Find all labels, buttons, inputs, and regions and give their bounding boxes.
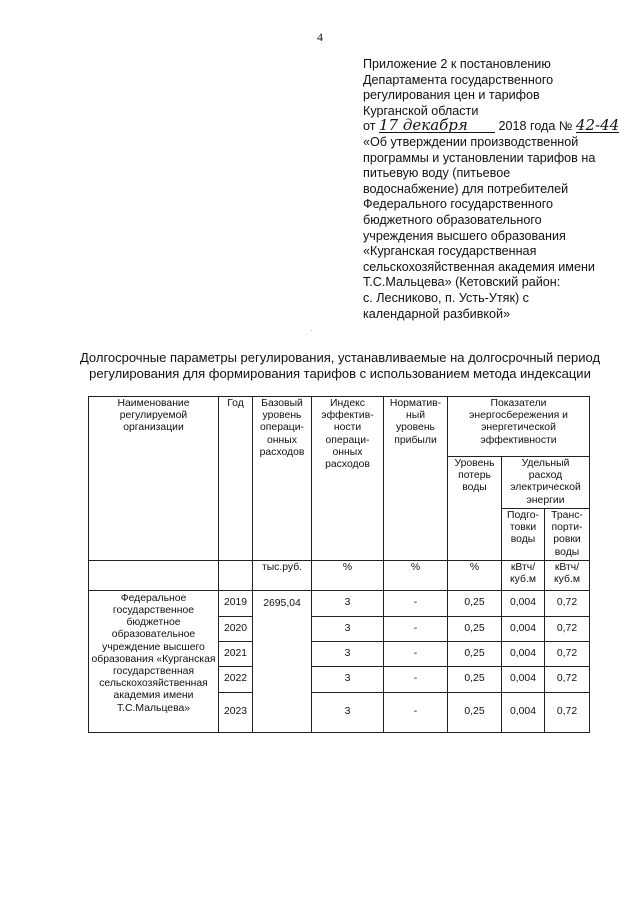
annex-line: Курганской области bbox=[363, 103, 479, 118]
profit-cell: - bbox=[384, 692, 448, 732]
unit-transport: кВтч/ куб.м bbox=[545, 560, 590, 590]
prep-cell: 0,004 bbox=[502, 692, 545, 732]
header-energy: Показатели энергосбережения и энергетической эффективности bbox=[448, 397, 590, 457]
unit-year bbox=[219, 560, 253, 590]
loss-cell: 0,25 bbox=[448, 666, 502, 692]
annex-line: бюджетного образовательного bbox=[363, 212, 542, 227]
loss-cell: 0,25 bbox=[448, 616, 502, 641]
index-cell: 3 bbox=[312, 590, 384, 616]
scan-speck bbox=[311, 330, 312, 331]
title-line: регулирования для формирования тарифов с использованием метода индексации bbox=[89, 366, 591, 381]
transport-cell: 0,72 bbox=[545, 641, 590, 666]
annex-line: регулирования цен и тарифов bbox=[363, 88, 540, 103]
header-base: Базовый уровень операци-онных расходов bbox=[253, 397, 312, 561]
unit-index: % bbox=[312, 560, 384, 590]
annex-line: календарной разбивкой» bbox=[363, 306, 511, 321]
unit-base: тыс.руб. bbox=[253, 560, 312, 590]
annex-line: Департамента государственного bbox=[363, 72, 554, 87]
unit-prep: кВтч/ куб.м bbox=[502, 560, 545, 590]
annex-block bbox=[363, 57, 625, 322]
header-transport: Транс-порти-ровки воды bbox=[545, 509, 590, 561]
transport-cell: 0,72 bbox=[545, 692, 590, 732]
loss-cell: 0,25 bbox=[448, 590, 502, 616]
annex-line: программы и установлении тарифов на bbox=[363, 150, 596, 165]
unit-profit: % bbox=[384, 560, 448, 590]
annex-line: сельскохозяйственная академия имени bbox=[363, 259, 595, 274]
index-cell: 3 bbox=[312, 641, 384, 666]
annex-line: «Курганская государственная bbox=[363, 244, 537, 259]
profit-cell: - bbox=[384, 616, 448, 641]
year-cell: 2021 bbox=[219, 641, 253, 666]
annex-date-line bbox=[363, 116, 625, 135]
prep-cell: 0,004 bbox=[502, 590, 545, 616]
prep-cell: 0,004 bbox=[502, 616, 545, 641]
loss-cell: 0,25 bbox=[448, 641, 502, 666]
annex-line: Приложение 2 к постановлению bbox=[363, 57, 551, 71]
document-title bbox=[60, 350, 620, 382]
base-value-cell: 2695,04 bbox=[253, 590, 312, 732]
page-number: 4 bbox=[317, 30, 323, 44]
loss-cell: 0,25 bbox=[448, 692, 502, 732]
year-text: 2018 года № bbox=[498, 119, 573, 134]
index-cell: 3 bbox=[312, 692, 384, 732]
unit-org bbox=[89, 560, 219, 590]
parameters-table bbox=[88, 396, 590, 733]
header-index: Индекс эффектив-ности операци-онных расходов bbox=[312, 397, 384, 561]
year-cell: 2022 bbox=[219, 666, 253, 692]
profit-cell: - bbox=[384, 590, 448, 616]
header-prep: Подго-товки воды bbox=[502, 509, 545, 561]
table-row bbox=[89, 590, 590, 616]
profit-cell: - bbox=[384, 666, 448, 692]
from-label: от bbox=[363, 119, 376, 134]
transport-cell: 0,72 bbox=[545, 666, 590, 692]
annex-line: питьевую воду (питьевое bbox=[363, 166, 511, 181]
annex-line: с. Лесниково, п. Усть-Утяк) с bbox=[363, 290, 529, 305]
year-cell: 2023 bbox=[219, 692, 253, 732]
header-specific: Удельный расход электрической энергии bbox=[502, 457, 590, 509]
annex-line: «Об утверждении производственной bbox=[363, 134, 579, 149]
prep-cell: 0,004 bbox=[502, 666, 545, 692]
prep-cell: 0,004 bbox=[502, 641, 545, 666]
year-cell: 2019 bbox=[219, 590, 253, 616]
handwritten-date: 17 декабря bbox=[379, 119, 495, 133]
year-cell: 2020 bbox=[219, 616, 253, 641]
header-year: Год bbox=[219, 397, 253, 561]
transport-cell: 0,72 bbox=[545, 616, 590, 641]
annex-line: водоснабжение) для потребителей bbox=[363, 181, 569, 196]
index-cell: 3 bbox=[312, 666, 384, 692]
annex-line: учреждения высшего образования bbox=[363, 228, 566, 243]
annex-line: Федерального государственного bbox=[363, 197, 554, 212]
org-name-cell: Федеральное государственное бюджетное образовательное учреждение высшего образования «Курганская государственная сельскохозяйственная академия имени Т.С.Мальцева» bbox=[89, 590, 219, 732]
header-profit: Норматив-ный уровень прибыли bbox=[384, 397, 448, 561]
title-line: Долгосрочные параметры регулирования, устанавливаемые на долгосрочный период bbox=[79, 350, 601, 365]
profit-cell: - bbox=[384, 641, 448, 666]
index-cell: 3 bbox=[312, 616, 384, 641]
handwritten-number: 42-44 bbox=[575, 116, 620, 135]
header-loss: Уровень потерь воды bbox=[448, 457, 502, 561]
header-org: Наименование регулируемой организации bbox=[89, 397, 219, 561]
transport-cell: 0,72 bbox=[545, 590, 590, 616]
annex-line: Т.С.Мальцева» (Кетовский район: bbox=[363, 275, 561, 290]
unit-loss: % bbox=[448, 560, 502, 590]
